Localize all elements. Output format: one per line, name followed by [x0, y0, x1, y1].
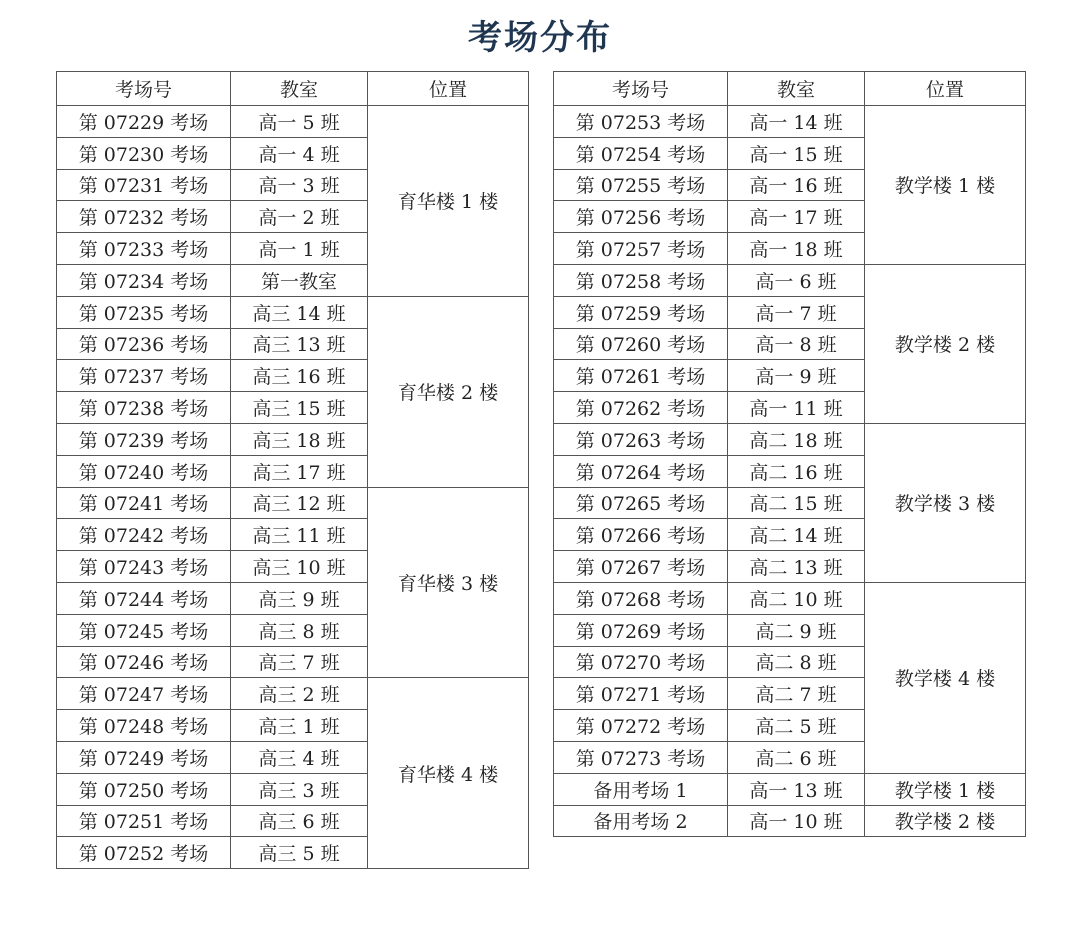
column-header-classroom: 教室: [231, 72, 368, 106]
table-row: [57, 296, 529, 328]
classroom-cell: 高一 6 班: [728, 264, 865, 296]
classroom-cell: 高三 7 班: [231, 646, 368, 678]
classroom-cell: 高一 7 班: [728, 296, 865, 328]
exam-room-cell: 第 07244 考场: [57, 582, 231, 614]
classroom-cell: 高一 14 班: [728, 106, 865, 138]
exam-room-cell: 第 07241 考场: [57, 487, 231, 519]
exam-room-cell: 第 07247 考场: [57, 678, 231, 710]
exam-room-cell: 第 07254 考场: [554, 137, 728, 169]
exam-room-cell: 第 07255 考场: [554, 169, 728, 201]
classroom-cell: 高三 17 班: [231, 455, 368, 487]
classroom-cell: 高二 14 班: [728, 519, 865, 551]
table-row: [554, 805, 1026, 837]
classroom-cell: 高一 17 班: [728, 201, 865, 233]
column-header-room: 考场号: [554, 72, 728, 106]
exam-room-cell: 第 07230 考场: [57, 137, 231, 169]
table-row: [554, 582, 1026, 614]
location-cell: 育华楼 2 楼: [368, 296, 529, 487]
exam-room-cell: 第 07229 考场: [57, 106, 231, 138]
exam-room-cell: 第 07270 考场: [554, 646, 728, 678]
classroom-cell: 高一 5 班: [231, 106, 368, 138]
exam-room-cell: 第 07251 考场: [57, 805, 231, 837]
exam-room-cell: 第 07272 考场: [554, 710, 728, 742]
table-body-left: [57, 106, 529, 869]
table-row: [57, 106, 529, 138]
page-title: 考场分布: [468, 18, 612, 58]
classroom-cell: 高一 8 班: [728, 328, 865, 360]
exam-room-cell: 第 07261 考场: [554, 360, 728, 392]
exam-room-cell: 第 07242 考场: [57, 519, 231, 551]
exam-room-cell: 第 07266 考场: [554, 519, 728, 551]
classroom-cell: 高一 9 班: [728, 360, 865, 392]
exam-room-cell: 第 07268 考场: [554, 582, 728, 614]
classroom-cell: 高三 18 班: [231, 423, 368, 455]
classroom-cell: 高三 11 班: [231, 519, 368, 551]
exam-room-table-left: [56, 71, 529, 869]
classroom-cell: 高二 9 班: [728, 614, 865, 646]
location-cell: 教学楼 1 楼: [865, 106, 1026, 265]
classroom-cell: 高一 1 班: [231, 233, 368, 265]
location-cell: 教学楼 2 楼: [865, 264, 1026, 423]
classroom-cell: 第一教室: [231, 264, 368, 296]
exam-room-cell: 第 07236 考场: [57, 328, 231, 360]
classroom-cell: 高三 1 班: [231, 710, 368, 742]
column-header-location: 位置: [865, 72, 1026, 106]
column-header-classroom: 教室: [728, 72, 865, 106]
exam-room-cell: 第 07257 考场: [554, 233, 728, 265]
classroom-cell: 高一 2 班: [231, 201, 368, 233]
location-cell: 教学楼 2 楼: [865, 805, 1026, 837]
classroom-cell: 高三 15 班: [231, 392, 368, 424]
classroom-cell: 高二 5 班: [728, 710, 865, 742]
classroom-cell: 高三 14 班: [231, 296, 368, 328]
exam-room-cell: 第 07265 考场: [554, 487, 728, 519]
classroom-cell: 高一 10 班: [728, 805, 865, 837]
table-row: [554, 264, 1026, 296]
classroom-cell: 高二 13 班: [728, 551, 865, 583]
location-cell: 教学楼 1 楼: [865, 773, 1026, 805]
classroom-cell: 高一 15 班: [728, 137, 865, 169]
exam-room-cell: 第 07234 考场: [57, 264, 231, 296]
exam-room-table-right: [553, 71, 1026, 837]
classroom-cell: 高二 16 班: [728, 455, 865, 487]
column-header-room: 考场号: [57, 72, 231, 106]
table-header-row: [554, 72, 1026, 106]
location-cell: 育华楼 1 楼: [368, 106, 529, 297]
exam-room-cell: 第 07264 考场: [554, 455, 728, 487]
exam-room-cell: 第 07249 考场: [57, 741, 231, 773]
classroom-cell: 高二 15 班: [728, 487, 865, 519]
classroom-cell: 高三 5 班: [231, 837, 368, 869]
exam-room-cell: 第 07258 考场: [554, 264, 728, 296]
classroom-cell: 高一 11 班: [728, 392, 865, 424]
classroom-cell: 高一 4 班: [231, 137, 368, 169]
table-row: [554, 423, 1026, 455]
classroom-cell: 高一 16 班: [728, 169, 865, 201]
location-cell: 育华楼 3 楼: [368, 487, 529, 678]
exam-room-cell: 第 07262 考场: [554, 392, 728, 424]
exam-room-cell: 第 07240 考场: [57, 455, 231, 487]
classroom-cell: 高二 7 班: [728, 678, 865, 710]
exam-room-cell: 第 07250 考场: [57, 773, 231, 805]
exam-room-cell: 备用考场 1: [554, 773, 728, 805]
classroom-cell: 高一 13 班: [728, 773, 865, 805]
classroom-cell: 高三 8 班: [231, 614, 368, 646]
exam-room-cell: 第 07239 考场: [57, 423, 231, 455]
table-row: [57, 678, 529, 710]
location-cell: 教学楼 3 楼: [865, 423, 1026, 582]
classroom-cell: 高三 12 班: [231, 487, 368, 519]
exam-room-cell: 第 07263 考场: [554, 423, 728, 455]
location-cell: 教学楼 4 楼: [865, 582, 1026, 773]
exam-room-cell: 第 07252 考场: [57, 837, 231, 869]
classroom-cell: 高三 10 班: [231, 551, 368, 583]
classroom-cell: 高一 18 班: [728, 233, 865, 265]
location-cell: 育华楼 4 楼: [368, 678, 529, 869]
table-row: [554, 106, 1026, 138]
table-row: [57, 487, 529, 519]
exam-room-cell: 第 07248 考场: [57, 710, 231, 742]
table-header-row: [57, 72, 529, 106]
exam-room-cell: 第 07237 考场: [57, 360, 231, 392]
classroom-cell: 高三 4 班: [231, 741, 368, 773]
exam-room-cell: 第 07235 考场: [57, 296, 231, 328]
classroom-cell: 高三 3 班: [231, 773, 368, 805]
exam-room-cell: 第 07232 考场: [57, 201, 231, 233]
classroom-cell: 高二 6 班: [728, 741, 865, 773]
classroom-cell: 高三 6 班: [231, 805, 368, 837]
exam-room-cell: 第 07259 考场: [554, 296, 728, 328]
exam-room-cell: 备用考场 2: [554, 805, 728, 837]
classroom-cell: 高三 13 班: [231, 328, 368, 360]
classroom-cell: 高二 10 班: [728, 582, 865, 614]
exam-room-cell: 第 07238 考场: [57, 392, 231, 424]
exam-room-cell: 第 07233 考场: [57, 233, 231, 265]
table-row: [554, 773, 1026, 805]
exam-room-cell: 第 07246 考场: [57, 646, 231, 678]
exam-room-cell: 第 07243 考场: [57, 551, 231, 583]
exam-room-cell: 第 07269 考场: [554, 614, 728, 646]
classroom-cell: 高二 18 班: [728, 423, 865, 455]
exam-room-cell: 第 07231 考场: [57, 169, 231, 201]
table-body-right: [554, 106, 1026, 837]
classroom-cell: 高二 8 班: [728, 646, 865, 678]
classroom-cell: 高三 9 班: [231, 582, 368, 614]
exam-room-cell: 第 07267 考场: [554, 551, 728, 583]
exam-room-cell: 第 07260 考场: [554, 328, 728, 360]
exam-room-cell: 第 07271 考场: [554, 678, 728, 710]
column-header-location: 位置: [368, 72, 529, 106]
classroom-cell: 高三 16 班: [231, 360, 368, 392]
classroom-cell: 高一 3 班: [231, 169, 368, 201]
exam-room-cell: 第 07253 考场: [554, 106, 728, 138]
exam-room-cell: 第 07245 考场: [57, 614, 231, 646]
exam-room-cell: 第 07273 考场: [554, 741, 728, 773]
classroom-cell: 高三 2 班: [231, 678, 368, 710]
exam-room-cell: 第 07256 考场: [554, 201, 728, 233]
